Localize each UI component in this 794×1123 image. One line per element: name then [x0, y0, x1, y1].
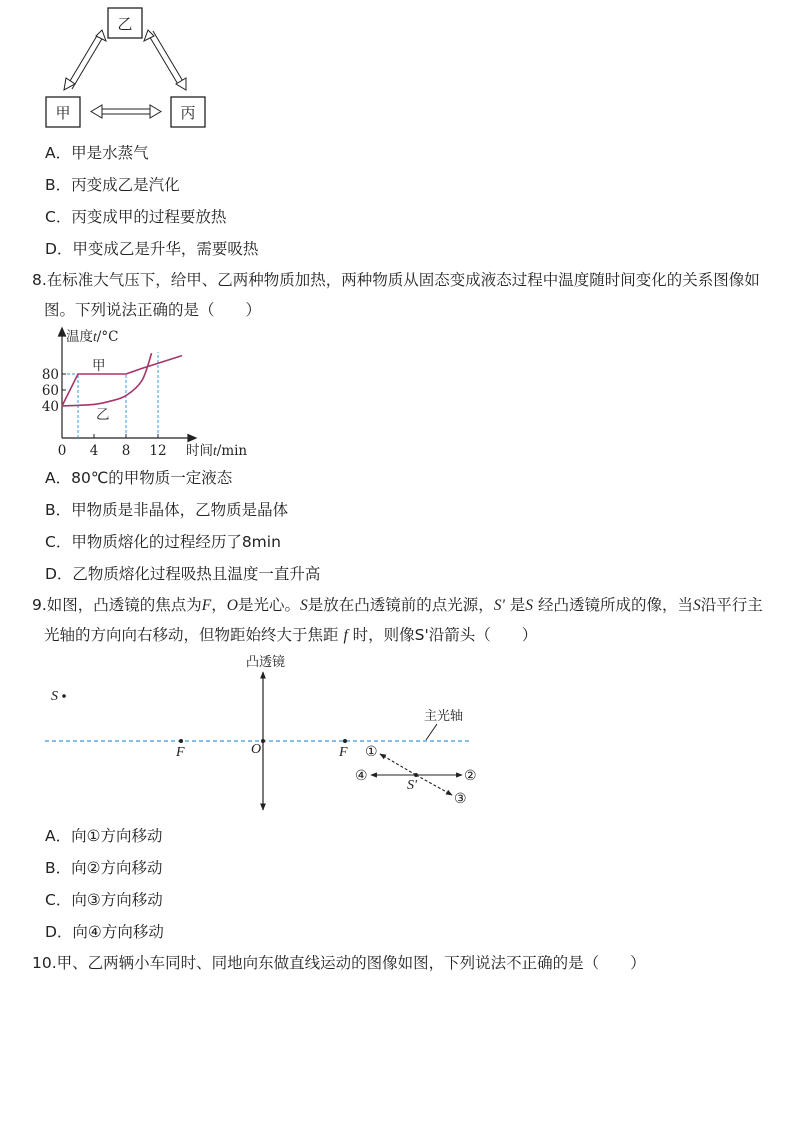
x-tick-label: 0	[57, 443, 67, 459]
q10-stem: 10.甲、乙两辆小车同时、同地向东做直线运动的图像如图，下列说法不正确的是（ ）	[32, 954, 646, 972]
q7-option-a[interactable]: A．甲是水蒸气	[45, 144, 149, 162]
box-bing-label: 丙	[180, 104, 196, 122]
q9-stem-line2: 光轴的方向向右移动，但物距始终大于焦距 f 时，则像S'沿箭头（ ）	[44, 626, 538, 644]
arrow-jia-bing	[91, 105, 161, 118]
y-axis-label: 温度t/°C	[66, 329, 119, 345]
series-jia-label: 甲	[92, 358, 106, 374]
x-axis-label: 时间t/min	[186, 443, 248, 459]
focus-left	[179, 739, 183, 743]
arrow-3-label: ③	[454, 791, 467, 807]
q9-option-b[interactable]: B．向②方向移动	[45, 859, 163, 877]
state-change-diagram	[40, 4, 220, 134]
y-tick-label: 60	[41, 383, 59, 399]
temperature-time-chart	[38, 324, 253, 460]
arrow-yi-bing	[144, 30, 186, 90]
point-s-label: S	[51, 689, 58, 704]
box-jia-label: 甲	[55, 104, 71, 122]
focus-right-label: F	[339, 745, 348, 760]
q7-option-d[interactable]: D．甲变成乙是升华，需要吸热	[45, 240, 259, 258]
q9-option-d[interactable]: D．向④方向移动	[45, 923, 164, 941]
image-point-label: S'	[407, 778, 417, 793]
q7-option-b[interactable]: B．丙变成乙是汽化	[45, 176, 180, 194]
optical-center-label: O	[251, 742, 262, 757]
q8-option-d[interactable]: D．乙物质熔化过程吸热且温度一直升高	[45, 565, 321, 583]
q8-stem-line2: 图。下列说法正确的是（ ）	[44, 301, 262, 319]
arrow-2-label: ②	[464, 768, 477, 784]
arrow-jia-yi	[64, 30, 106, 90]
q7-option-c[interactable]: C．丙变成甲的过程要放热	[45, 208, 227, 226]
arrow-4-label: ④	[355, 768, 368, 784]
chart-axes	[59, 328, 197, 442]
axis-label: 主光轴	[424, 709, 464, 724]
x-tick-label: 12	[149, 443, 167, 459]
q8-option-c[interactable]: C．甲物质熔化的过程经历了8min	[45, 533, 281, 551]
q9-stem-line1: 9.如图，凸透镜的焦点为F，O是光心。S是放在凸透镜前的点光源，S' 是S 经凸透镜所成的像，当S沿平行主	[32, 596, 763, 614]
point-s	[62, 694, 66, 698]
lens-label: 凸透镜	[246, 655, 286, 670]
q9-option-a[interactable]: A．向①方向移动	[45, 827, 163, 845]
x-tick-label: 4	[89, 443, 99, 459]
y-tick-label: 40	[41, 399, 59, 415]
box-yi-label: 乙	[117, 15, 133, 33]
y-tick-label: 80	[41, 367, 59, 383]
q9-option-c[interactable]: C．向③方向移动	[45, 891, 163, 909]
focus-left-label: F	[176, 745, 185, 760]
arrow-1	[380, 754, 416, 775]
q8-option-b[interactable]: B．甲物质是非晶体，乙物质是晶体	[45, 501, 289, 519]
optical-center	[261, 739, 265, 743]
arrow-1-label: ①	[365, 744, 378, 760]
focus-right	[343, 739, 347, 743]
q8-option-a[interactable]: A．80℃的甲物质一定液态	[45, 469, 233, 487]
series-yi-label: 乙	[96, 407, 110, 423]
axis-label-leader	[426, 724, 437, 740]
convex-lens-diagram	[40, 650, 480, 816]
arrow-3	[416, 775, 452, 795]
image-point	[414, 773, 418, 777]
x-tick-label: 8	[121, 443, 131, 459]
q8-stem-line1: 8.在标准大气压下，给甲、乙两种物质加热，两种物质从固态变成液态过程中温度随时间变化的关系图像如	[32, 271, 760, 289]
